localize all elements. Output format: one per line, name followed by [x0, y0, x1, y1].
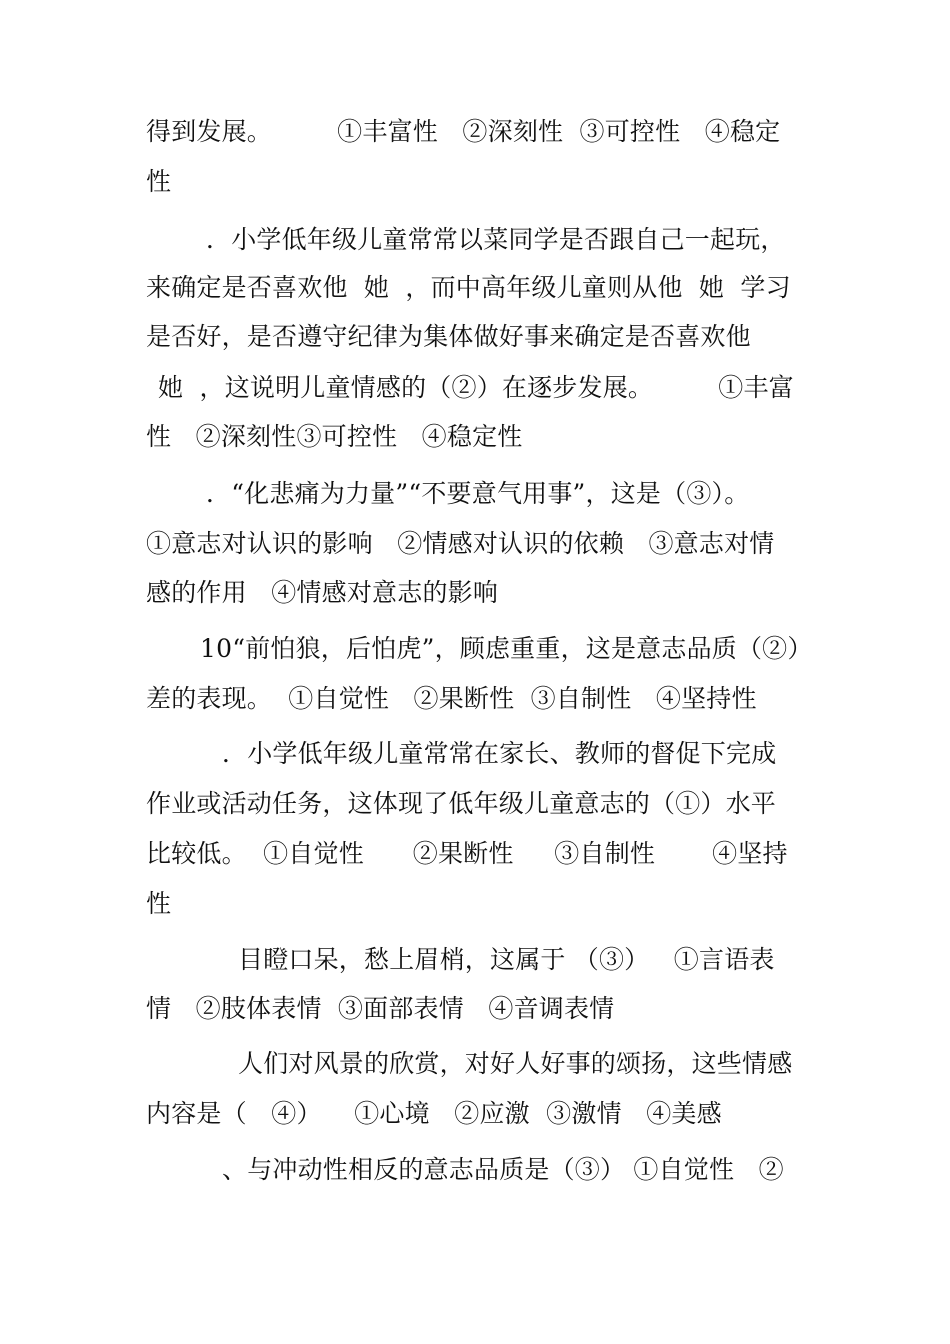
text-line: 10“前怕狼，后怕虎”，顾虑重重，这是意志品质（②） — [200, 634, 813, 663]
text-line: 性 ②深刻性③可控性 ④稳定性 — [146, 422, 523, 451]
text-line: 比较低。 ①自觉性 ②果断性 ③自制性 ④坚持 — [146, 839, 788, 868]
text-line: 她 ，这说明儿童情感的（②）在逐步发展。 ①丰富 — [158, 373, 794, 402]
text-line: ①意志对认识的影响 ②情感对认识的依赖 ③意志对情 — [146, 529, 775, 558]
text-line: ．小学低年级儿童常常在家长、教师的督促下完成 — [222, 739, 777, 768]
text-line: 差的表现。 ①自觉性 ②果断性 ③自制性 ④坚持性 — [146, 684, 757, 713]
text-line: 作业或活动任务，这体现了低年级儿童意志的（①）水平 — [146, 789, 777, 818]
text-line: 来确定是否喜欢他 她 ，而中高年级儿童则从他 她 学习 — [146, 273, 791, 302]
text-line: 情 ②肢体表情 ③面部表情 ④音调表情 — [146, 994, 615, 1023]
text-line: 、与冲动性相反的意志品质是（③） ①自觉性 ② — [222, 1155, 784, 1184]
text-line: 感的作用 ④情感对意志的影响 — [146, 578, 499, 607]
text-line: 人们对风景的欣赏，对好人好事的颂扬，这些情感 — [238, 1049, 793, 1078]
text-line: 性 — [146, 889, 172, 918]
text-line: 是否好，是否遵守纪律为集体做好事来确定是否喜欢他 — [146, 322, 751, 351]
text-line: ．小学低年级儿童常常以菜同学是否跟自己一起玩， — [206, 225, 786, 254]
text-line: 性 — [146, 167, 172, 196]
text-line: 目瞪口呆，愁上眉梢，这属于 （③） ①言语表 — [238, 945, 775, 974]
text-line: 得到发展。 ①丰富性 ②深刻性 ③可控性 ④稳定 — [146, 117, 781, 146]
text-line: 内容是（ ④） ①心境 ②应激 ③激情 ④美感 — [146, 1099, 722, 1128]
text-line: ．“化悲痛为力量”“不要意气用事”，这是（③）。 — [206, 479, 750, 508]
